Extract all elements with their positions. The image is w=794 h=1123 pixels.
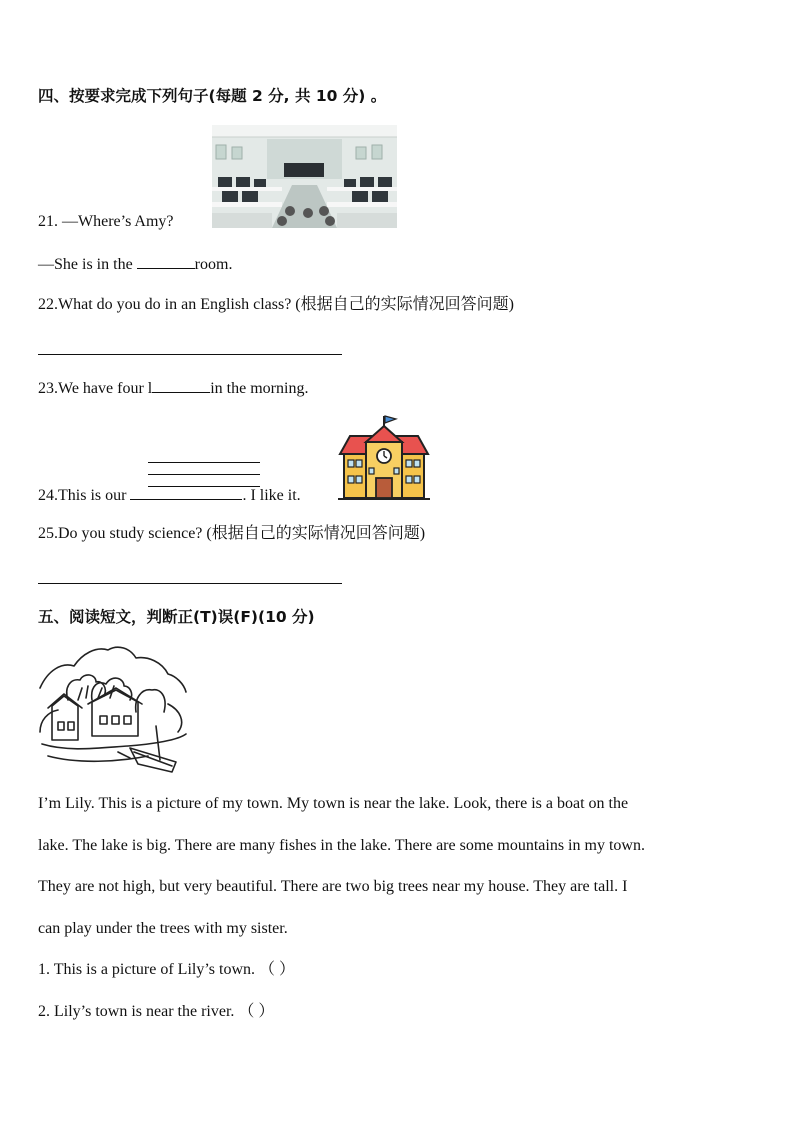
computer-room-image [212,125,397,228]
question-23-suffix: in the morning. [210,380,309,397]
statement-2-answer-box[interactable]: （ ） [238,1003,275,1020]
question-24-prefix: 24.This is our [38,487,127,504]
question-25: 25.Do you study science? (根据自己的实际情况回答问题) [38,525,426,542]
question-24-suffix: . I like it. [242,487,301,504]
question-24-blank[interactable] [130,485,242,500]
passage-line: lake. The lake is big. There are many fishes in the lake. There are some mountains in my town. [38,836,645,854]
question-22-answer-line[interactable] [38,354,342,355]
passage-line: can play under the trees with my sister. [38,919,288,937]
question-21-answer-prefix: —She is in the [38,256,133,273]
statement-2-text: 2. Lily’s town is near the river. [38,1003,235,1020]
question-21-blank[interactable] [137,254,195,269]
statement-1 [38,960,295,980]
question-21-answer-suffix: room. [194,256,233,273]
question-23-prefix: 23.We have four l [38,380,153,397]
passage-line: I’m Lily. This is a picture of my town. My town is near the lake. Look, there is a boat on the [38,795,629,812]
statement-2 [38,1002,274,1022]
passage-line: They are not high, but very beautiful. There are two big trees near my house. They are tall. I [38,878,628,895]
question-24 [38,485,301,506]
question-22: 22.What do you do in an English class? (根据自己的实际情况回答问题) [38,296,514,313]
question-21: 21. —Where’s Amy? [38,213,174,230]
handwriting-line-2 [148,474,260,475]
handwriting-line-1 [148,462,260,463]
question-23-blank[interactable] [152,378,210,393]
section-5-heading: 五、阅读短文，判断正(T)误(F)(10 分) [38,608,315,626]
reading-passage [38,783,758,949]
section-4-heading: 四、按要求完成下列句子(每题 2 分, 共 10 分) 。 [38,87,387,105]
statement-1-text: 1. This is a picture of Lily’s town. [38,961,256,978]
school-building-image [336,412,432,502]
town-lake-illustration [38,640,188,775]
statement-1-answer-box[interactable]: （ ） [259,961,296,978]
question-23 [38,378,308,399]
question-25-answer-line[interactable] [38,583,342,584]
question-21-answer [38,254,232,275]
